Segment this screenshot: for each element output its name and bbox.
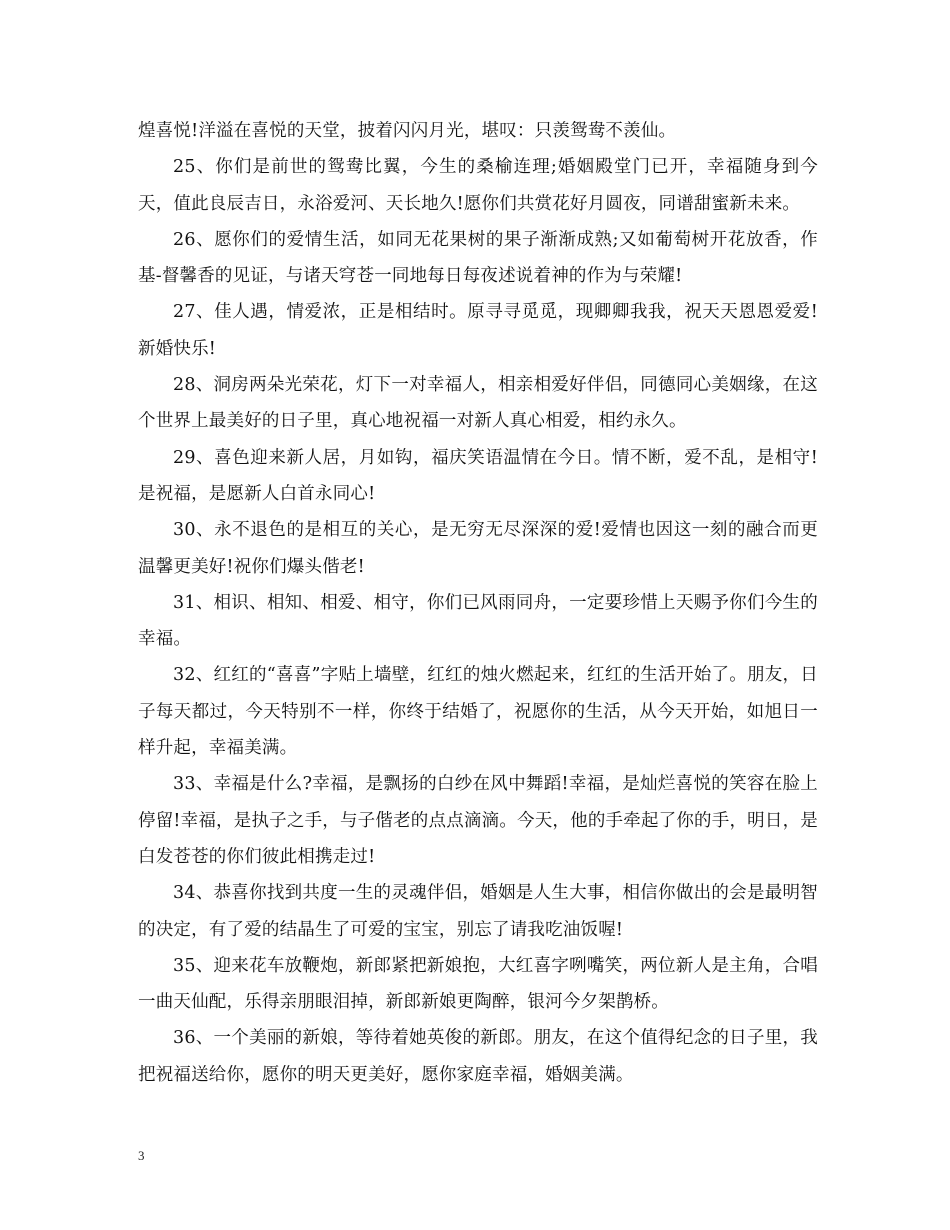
document-body: [138, 113, 818, 1093]
paragraph-34: 34、恭喜你找到共度一生的灵魂伴侣，婚姻是人生大事，相信你做出的会是最明智的决定，有了爱的结晶生了可爱的宝宝，别忘了请我吃油饭喔!: [138, 883, 818, 940]
paragraph-32: 32、红红的“喜喜”字贴上墙壁，红红的烛火燃起来，红红的生活开始了。朋友，日子每天都过，今天特别不一样，你终于结婚了，祝愿你的生活，从今天开始，如旭日一样升起，幸福美满。: [138, 665, 818, 759]
paragraph-30: 30、永不退色的是相互的关心，是无穷无尽深深的爱!爱情也因这一刻的融合而更温馨更美好!祝你们爆头偕老!: [138, 520, 818, 577]
paragraph-27: 27、佳人遇，情爱浓，正是相结时。原寻寻觅觅，现卿卿我我，祝天天恩恩爱爱!新婚快乐!: [138, 302, 818, 359]
paragraph-28: 28、洞房两朵光荣花，灯下一对幸福人，相亲相爱好伴侣，同德同心美姻缘，在这个世界上最美好的日子里，真心地祝福一对新人真心相爱，相约永久。: [138, 375, 818, 432]
page-number: 3: [138, 1148, 145, 1163]
paragraph-31: 31、相识、相知、相爱、相守，你们已风雨同舟，一定要珍惜上天赐予你们今生的幸福。: [138, 592, 818, 650]
paragraph-36: 36、一个美丽的新娘，等待着她英俊的新郎。朋友，在这个值得纪念的日子里，我把祝福送给你，愿你的明天更美好，愿你家庭幸福，婚姻美满。: [138, 1028, 818, 1085]
paragraph-25: 25、你们是前世的鸳鸯比翼，今生的桑榆连理;婚姻殿堂门已开，幸福随身到今天，值此良辰吉日，永浴爱河、天长地久!愿你们共赏花好月圆夜，同谱甜蜜新未来。: [138, 157, 818, 214]
paragraph-26: 26、愿你们的爱情生活，如同无花果树的果子渐渐成熟;又如葡萄树开花放香，作基-督馨香的见证，与诸天穹苍一同地每日每夜述说着神的作为与荣耀!: [138, 229, 818, 287]
paragraph-continuation: 煌喜悦!洋溢在喜悦的天堂，披着闪闪月光，堪叹：只羡鸳鸯不羡仙。: [138, 121, 677, 141]
paragraph-35: 35、迎来花车放鞭炮，新郎紧把新娘抱，大红喜字咧嘴笑，两位新人是主角，合唱一曲天仙配，乐得亲朋眼泪掉，新郎新娘更陶醉，银河今夕架鹊桥。: [138, 955, 818, 1013]
paragraph-29: 29、喜色迎来新人居，月如钩，福庆笑语温情在今日。情不断，爱不乱，是相守!是祝福，是愿新人白首永同心!: [138, 447, 818, 504]
paragraph-33: 33、幸福是什么?幸福，是飘扬的白纱在风中舞蹈!幸福，是灿烂喜悦的笑容在脸上停留!幸福，是执子之手，与子偕老的点点滴滴。今天，他的手牵起了你的手，明日，是白发苍苍的你们彼此相携走过!: [138, 774, 818, 867]
